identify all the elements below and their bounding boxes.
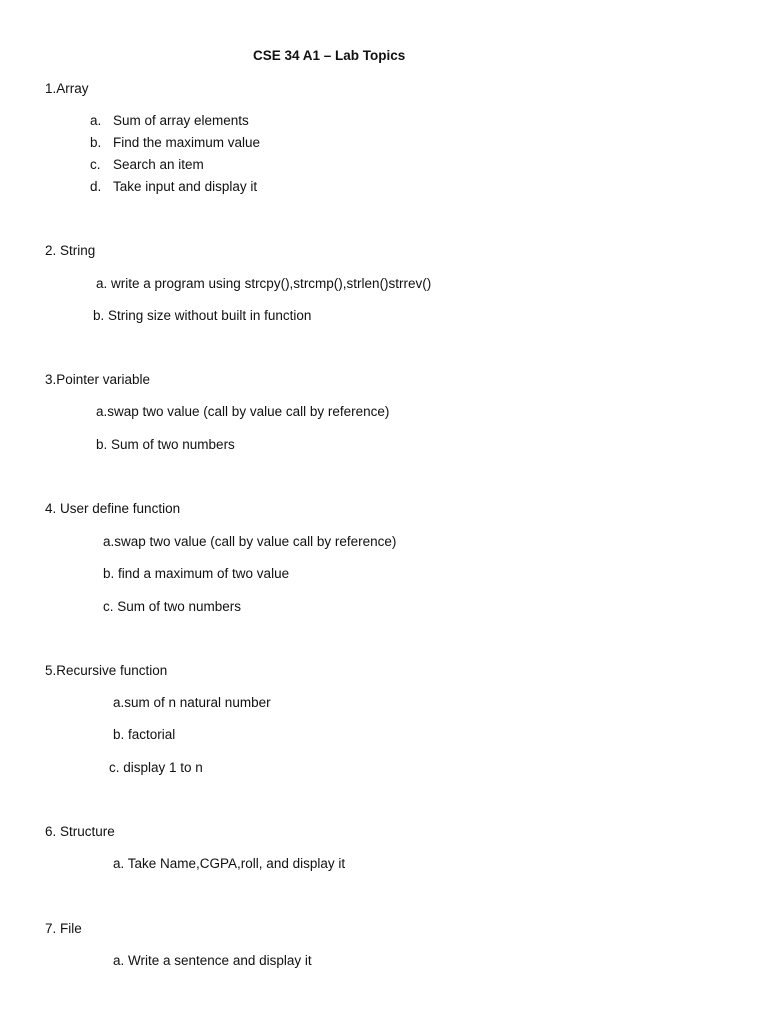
list-item: b. factorial xyxy=(113,727,176,742)
list-item: a.swap two value (call by value call by reference) xyxy=(96,404,390,419)
list-item-text: Take input and display it xyxy=(113,179,258,194)
list-item: b. String size without built in function xyxy=(93,308,312,323)
list-item-text: Sum of array elements xyxy=(113,113,249,128)
section-heading-recursive-function: 5.Recursive function xyxy=(45,663,168,678)
section-heading-pointer-variable: 3.Pointer variable xyxy=(45,372,151,387)
list-marker: d. xyxy=(90,179,102,194)
list-item-text: Find the maximum value xyxy=(113,135,261,150)
list-marker: b. xyxy=(90,135,102,150)
list-item: a.sum of n natural number xyxy=(113,695,271,710)
list-item: a. Write a sentence and display it xyxy=(113,953,312,968)
section-heading-structure: 6. Structure xyxy=(45,824,115,839)
list-item: c. display 1 to n xyxy=(109,760,203,775)
list-item: a. write a program using strcpy(),strcmp(),strlen()strrev() xyxy=(96,276,432,291)
list-item: a. Take Name,CGPA,roll, and display it xyxy=(113,856,346,871)
list-marker: c. xyxy=(90,157,101,172)
page-title: CSE 34 A1 – Lab Topics xyxy=(253,48,406,63)
section-heading-string: 2. String xyxy=(45,243,96,258)
list-item: b. Sum of two numbers xyxy=(96,437,235,452)
section-heading-user-define-function: 4. User define function xyxy=(45,501,181,516)
list-item: a.swap two value (call by value call by reference) xyxy=(103,534,397,549)
list-item: b. find a maximum of two value xyxy=(103,566,290,581)
section-heading-array: 1.Array xyxy=(45,81,89,96)
list-item: c. Sum of two numbers xyxy=(103,599,242,614)
list-marker: a. xyxy=(90,113,102,128)
list-item-text: Search an item xyxy=(113,157,204,172)
section-heading-file: 7. File xyxy=(45,921,82,936)
